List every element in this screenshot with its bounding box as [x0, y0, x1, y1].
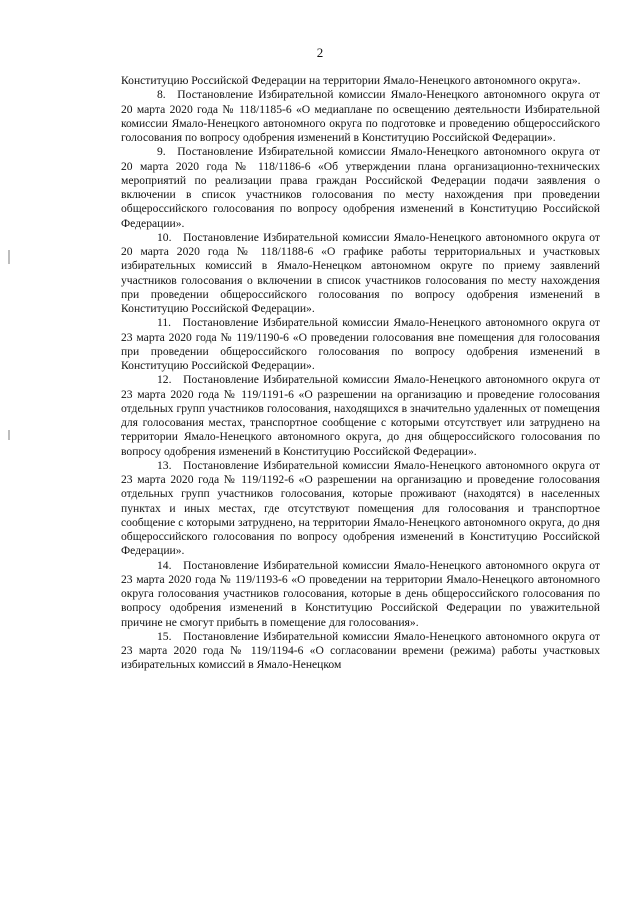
paragraph-continuation: Конституцию Российской Федерации на территории Ямало-Ненецкого автономного округа». — [121, 74, 581, 87]
document-body — [121, 74, 600, 673]
scan-edge-mark — [8, 250, 10, 264]
page-number: 2 — [316, 45, 324, 60]
list-item-14: 14. Постановление Избирательной комиссии Ямало-Ненецкого автономного округа от 23 марта 2020 года № 119/1193-6 «О проведении на территории Ямало-Ненецкого автономного округа голосования участников голосования, которые в день общероссийского голосования по вопросу одобрения изменений в Конституцию Российской Федерации по уважительной причине не смогут прибыть в помещение для голосования». — [121, 558, 600, 629]
scan-edge-mark — [8, 430, 10, 440]
list-item-13: 13. Постановление Избирательной комиссии Ямало-Ненецкого автономного округа от 23 марта 2020 года № 119/1192-6 «О разрешении на организацию и проведение голосования отдельных групп участников голосования, которые проживают (находятся) в населенных пунктах и иных местах, где отсутствуют помещения для голосования и транспортное сообщение с которыми затруднено, на территории Ямало-Ненецкого автономного округа, до дня общероссийского голосования по вопросу одобрения изменений в Конституцию Российской Федерации». — [121, 458, 600, 558]
list-item-9: 9. Постановление Избирательной комиссии Ямало-Ненецкого автономного округа от 20 марта 2020 года № 118/1186-6 «Об утверждении плана организационно-технических мероприятий по реализации права граждан Российской Федерации подачи заявления о включении в список участников голосования по месту нахождения при проведении общероссийского голосования по вопросу одобрения изменений в Конституцию Российской Федерации». — [121, 145, 600, 230]
list-item-10: 10. Постановление Избирательной комиссии Ямало-Ненецкого автономного округа от 20 марта 2020 года № 118/1188-6 «О графике работы территориальных и участковых избирательных комиссий в Ямало-Ненецком автономном округе по приему заявлений участников голосования о включении в список участников голосования по месту нахождения при проведении общероссийского голосования по вопросу одобрения изменений в Конституцию Российской Федерации». — [121, 230, 600, 315]
list-item-15: 15. Постановление Избирательной комиссии Ямало-Ненецкого автономного округа от 23 марта 2020 года № 119/1194-6 «О согласовании времени (режима) работы участковых избирательных комиссий в Ямало-Ненецком — [121, 629, 600, 672]
list-item-11: 11. Постановление Избирательной комиссии Ямало-Ненецкого автономного округа от 23 марта 2020 года № 119/1190-6 «О проведении голосования вне помещения для голосования при проведении общероссийского голосования по вопросу одобрения изменений в Конституцию Российской Федерации». — [121, 316, 600, 372]
list-item-8: 8. Постановление Избирательной комиссии Ямало-Ненецкого автономного округа от 20 марта 2020 года № 118/1185-6 «О медиаплане по освещению деятельности Избирательной комиссии Ямало-Ненецкого автономного округа по подготовке и проведению общероссийского голосования по вопросу одобрения изменений в Конституцию Российской Федерации». — [121, 88, 600, 144]
list-item-12: 12. Постановление Избирательной комиссии Ямало-Ненецкого автономного округа от 23 марта 2020 года № 119/1191-6 «О разрешении на организацию и проведение голосования отдельных групп участников голосования, находящихся в значительно удаленных от помещения для голосования местах, транспортное сообщение с которыми отсутствует или затруднено на территории Ямало-Ненецкого автономного округа, до дня общероссийского голосования по вопросу одобрения изменений в Конституцию Российской Федерации». — [121, 373, 600, 458]
